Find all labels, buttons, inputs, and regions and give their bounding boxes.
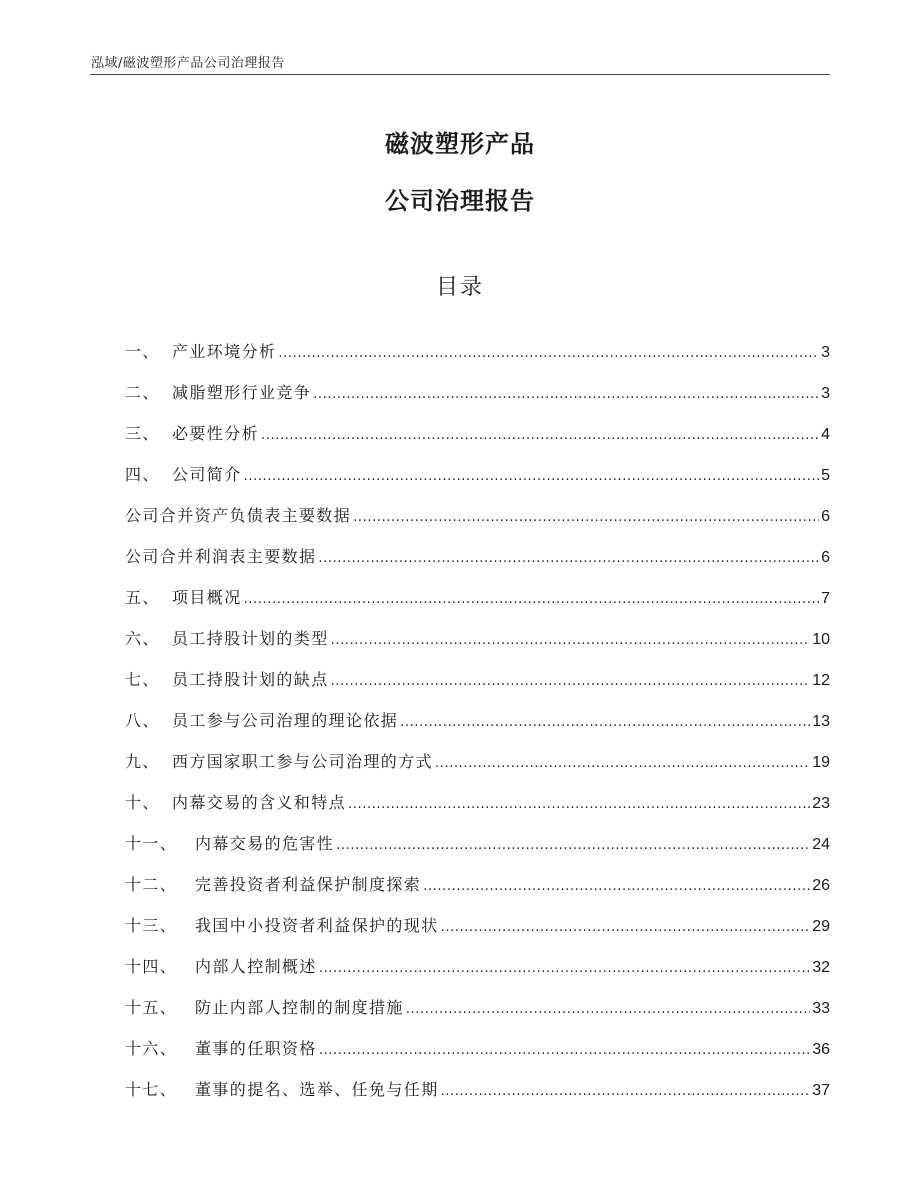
toc-entry-page-number: 6	[821, 508, 830, 525]
toc-entry-number: 十六、	[125, 1039, 178, 1058]
toc-dot-leader	[244, 588, 819, 604]
toc-dot-leader	[400, 711, 810, 727]
toc-entry[interactable]	[125, 485, 830, 526]
toc-entry-label: 我国中小投资者利益保护的现状	[195, 916, 439, 935]
toc-dot-leader	[336, 834, 810, 850]
toc-entry-page-number: 6	[821, 549, 830, 566]
document-title-line-2: 公司治理报告	[385, 187, 535, 215]
toc-entry-page-number: 3	[821, 344, 830, 361]
toc-entry-number: 六、	[125, 629, 160, 648]
toc-entry[interactable]	[125, 813, 830, 854]
toc-entry[interactable]	[125, 731, 830, 772]
toc-entry-page-number: 36	[812, 1041, 830, 1058]
toc-entry-number: 十七、	[125, 1080, 178, 1099]
toc-entry-page-number: 37	[812, 1082, 830, 1099]
toc-dot-leader	[423, 875, 810, 891]
header-rule	[90, 74, 830, 75]
toc-dot-leader	[278, 342, 819, 358]
toc-entry[interactable]	[125, 977, 830, 1018]
toc-entry-page-number: 19	[812, 754, 830, 771]
toc-entry-number: 二、	[125, 383, 160, 402]
running-header: 泓域/磁波塑形产品公司治理报告	[91, 56, 285, 71]
toc-entry-label: 董事的任职资格	[195, 1039, 317, 1058]
toc-entry[interactable]	[125, 362, 830, 403]
toc-entry-label: 必要性分析	[172, 424, 260, 443]
toc-entry-label: 完善投资者利益保护制度探索	[195, 875, 422, 894]
toc-dot-leader	[406, 998, 810, 1014]
toc-entry-label: 减脂塑形行业竞争	[172, 383, 312, 402]
toc-entry[interactable]	[125, 1059, 830, 1100]
toc-dot-leader	[244, 465, 819, 481]
toc-entry-label: 内幕交易的含义和特点	[172, 793, 347, 812]
toc-entry[interactable]	[125, 772, 830, 813]
toc-entry[interactable]	[125, 321, 830, 362]
toc-entry[interactable]	[125, 936, 830, 977]
toc-entry-label: 公司简介	[172, 465, 242, 484]
toc-entry[interactable]	[125, 895, 830, 936]
toc-entry-page-number: 4	[821, 426, 830, 443]
toc-entry-label: 公司合并利润表主要数据	[125, 547, 317, 566]
toc-entry-label: 防止内部人控制的制度措施	[195, 998, 404, 1017]
toc-entry-number: 九、	[125, 752, 160, 771]
toc-entry-label: 项目概况	[172, 588, 242, 607]
toc-entry-page-number: 32	[812, 959, 830, 976]
toc-entry[interactable]	[125, 444, 830, 485]
toc-entry-page-number: 12	[812, 672, 830, 689]
toc-entry-page-number: 10	[812, 631, 830, 648]
toc-entry-number: 十、	[125, 793, 160, 812]
toc-entry-number: 十三、	[125, 916, 178, 935]
toc-entry-label: 公司合并资产负债表主要数据	[125, 506, 352, 525]
toc-entry-label: 员工参与公司治理的理论依据	[172, 711, 399, 730]
toc-entry-number: 八、	[125, 711, 160, 730]
toc-entry-label: 员工持股计划的缺点	[172, 670, 329, 689]
toc-dot-leader	[441, 916, 811, 932]
toc-entry-page-number: 23	[812, 795, 830, 812]
toc-entry-page-number: 3	[821, 385, 830, 402]
toc-entry-number: 十二、	[125, 875, 178, 894]
toc-entry[interactable]	[125, 526, 830, 567]
toc-entry-label: 内部人控制概述	[195, 957, 317, 976]
toc-entry-page-number: 5	[821, 467, 830, 484]
toc-entry-label: 西方国家职工参与公司治理的方式	[172, 752, 434, 771]
toc-entry-page-number: 7	[821, 590, 830, 607]
toc-dot-leader	[313, 383, 819, 399]
toc-entry[interactable]	[125, 608, 830, 649]
toc-entry-page-number: 24	[812, 836, 830, 853]
toc-dot-leader	[318, 547, 819, 563]
toc-entry-number: 五、	[125, 588, 160, 607]
toc-entry-number: 三、	[125, 424, 160, 443]
toc-dot-leader	[353, 506, 819, 522]
toc-entry[interactable]	[125, 1018, 830, 1059]
toc-entry-label: 员工持股计划的类型	[172, 629, 329, 648]
toc-entry-label: 产业环境分析	[172, 342, 277, 361]
toc-dot-leader	[435, 752, 810, 768]
toc-entry-page-number: 13	[812, 713, 830, 730]
toc-entry[interactable]	[125, 854, 830, 895]
toc-entry[interactable]	[125, 690, 830, 731]
toc-entry-number: 十五、	[125, 998, 178, 1017]
toc-dot-leader	[331, 670, 811, 686]
toc-dot-leader	[319, 957, 810, 973]
toc-heading: 目录	[435, 275, 484, 300]
toc-dot-leader	[261, 424, 819, 440]
toc-entry-page-number: 26	[812, 877, 830, 894]
toc-entry-label: 内幕交易的危害性	[195, 834, 335, 853]
toc-dot-leader	[331, 629, 811, 645]
toc-dot-leader	[319, 1039, 810, 1055]
table-of-contents	[125, 321, 830, 1100]
document-title-line-1: 磁波塑形产品	[385, 130, 535, 158]
toc-entry-number: 一、	[125, 342, 160, 361]
toc-entry-label: 董事的提名、选举、任免与任期	[195, 1080, 439, 1099]
toc-entry-page-number: 33	[812, 1000, 830, 1017]
toc-dot-leader	[348, 793, 810, 809]
toc-entry[interactable]	[125, 567, 830, 608]
toc-entry-number: 十一、	[125, 834, 178, 853]
toc-dot-leader	[441, 1080, 811, 1096]
toc-entry-number: 七、	[125, 670, 160, 689]
toc-entry-page-number: 29	[812, 918, 830, 935]
toc-entry-number: 十四、	[125, 957, 178, 976]
toc-entry[interactable]	[125, 403, 830, 444]
toc-entry[interactable]	[125, 649, 830, 690]
toc-entry-number: 四、	[125, 465, 160, 484]
